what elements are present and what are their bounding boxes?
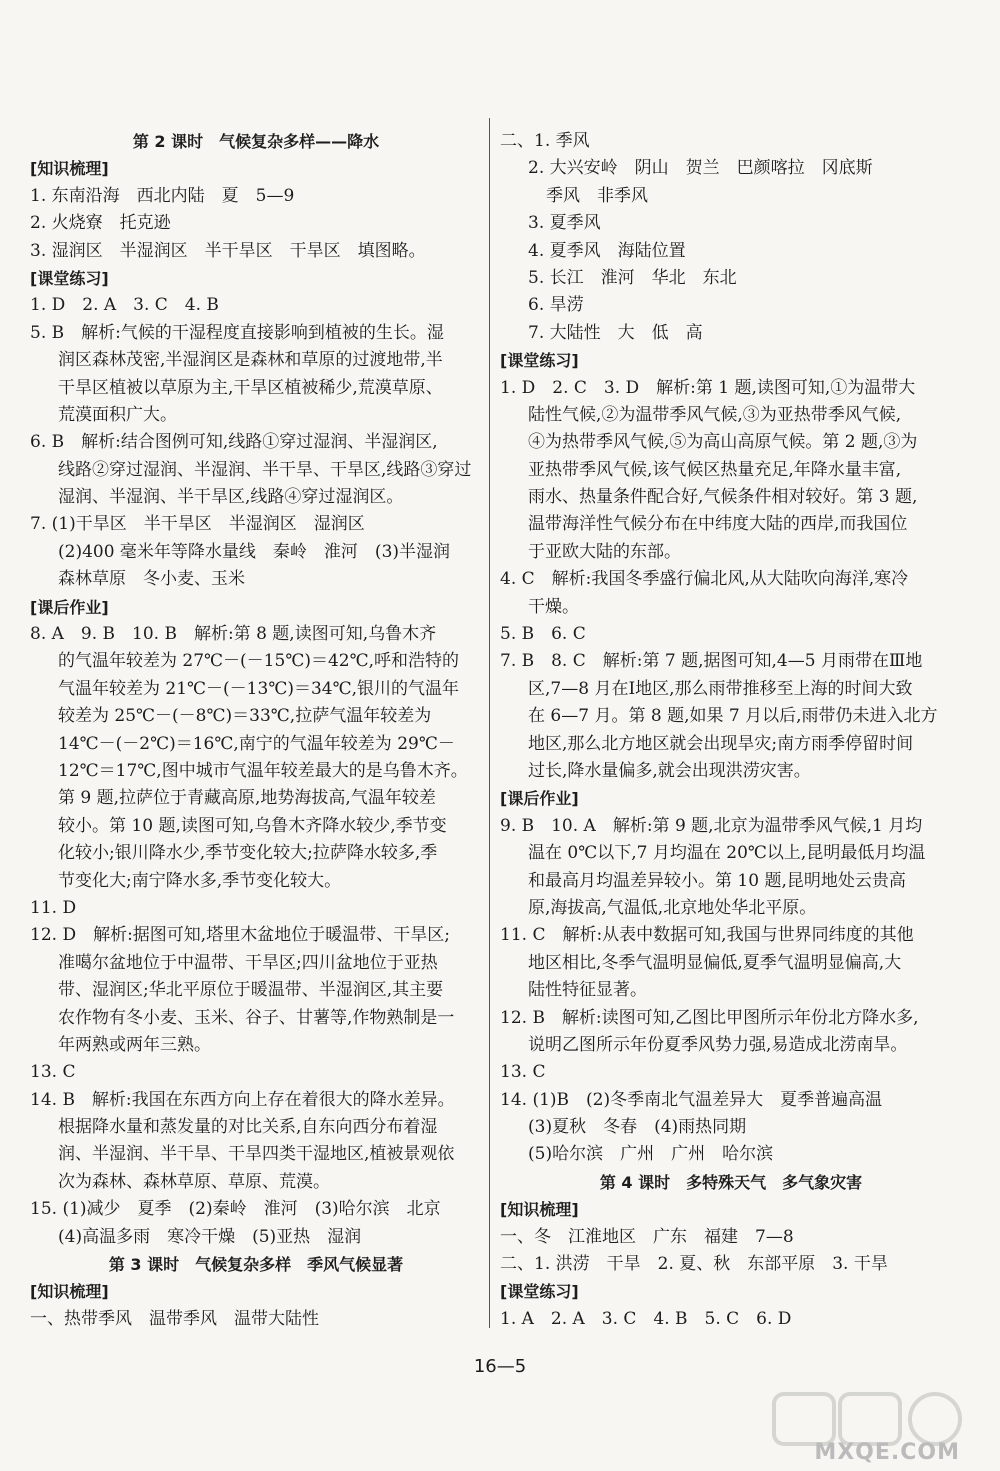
answer-line: 较小。第 10 题,读图可知,乌鲁木齐降水较少,季节变 [58,815,447,836]
answer-line: 9. B 10. A 解析:第 9 题,北京为温带季风气候,1 月均 [500,815,923,836]
section-label: [课后作业] [30,597,109,617]
answer-line: (4)高温多雨 寒冷干燥 (5)亚热 湿润 [58,1226,362,1247]
answer-line: 区,7—8 月在Ⅰ地区,那么雨带推移至上海的时间大致 [528,678,913,699]
answer-line: 农作物有冬小麦、玉米、谷子、甘薯等,作物熟制是一 [58,1007,455,1028]
answer-line: 12. B 解析:读图可知,乙图比甲图所示年份北方降水多, [500,1007,919,1028]
answer-line: 节变化大;南宁降水多,季节变化较大。 [58,870,342,891]
answer-line: 次为森林、森林草原、草原、荒漠。 [58,1171,330,1192]
answer-line: 1. A 2. A 3. C 4. B 5. C 6. D [500,1308,792,1329]
answer-line: 4. C 解析:我国冬季盛行偏北风,从大陆吹向海洋,寒冷 [500,569,909,590]
answer-line: 14℃－(－2℃)＝16℃,南宁的气温年较差为 29℃－ [58,733,455,754]
answer-line: ④为热带季风气候,⑤为高山高原气候。第 2 题,③为 [528,432,918,453]
answer-line: 湿润、半湿润、半干旱区,线路④穿过湿润区。 [58,487,404,508]
answer-line: 干旱区植被以草原为主,干旱区植被稀少,荒漠草原、 [58,377,443,398]
answer-line: 5. B 解析:气候的干湿程度直接影响到植被的生长。湿 [30,322,444,343]
answer-line: 7. B 8. C 解析:第 7 题,据图可知,4—5 月雨带在Ⅲ地 [500,651,923,672]
answer-line: 11. D [30,897,77,918]
answer-line: 带、湿润区;华北平原位于暖温带、半湿润区,其主要 [58,980,444,1001]
answer-line: 原,海拔高,气温低,北京地处华北平原。 [528,897,817,918]
answer-line: 陆性气候,②为温带季风气候,③为亚热带季风气候, [528,404,902,425]
answer-line: 3. 夏季风 [528,213,601,234]
lesson-heading: 第 4 课时 多特殊天气 多气象灾害 [599,1172,863,1192]
answer-line: 陆性特征显著。 [528,980,647,1001]
answer-line: 温在 0℃以下,7 月均温在 20℃以上,昆明最低月均温 [528,843,926,864]
watermark-url: MXQE.COM [814,1440,960,1465]
answer-line: 14. B 解析:我国在东西方向上存在着很大的降水差异。 [30,1089,455,1110]
answer-line: 11. C 解析:从表中数据可知,我国与世界同纬度的其他 [500,925,914,946]
answer-line: 6. 旱涝 [528,295,584,316]
answer-line: 温带海洋性气候分布在中纬度大陆的西岸,而我国位 [528,514,908,535]
answer-line: 准噶尔盆地位于中温带、干旱区;四川盆地位于亚热 [58,952,438,973]
answer-line: 气温年较差为 21℃－(－13℃)＝34℃,银川的气温年 [58,678,460,699]
answer-line: 1. D 2. A 3. C 4. B [30,295,219,316]
left-column [30,128,482,1333]
answer-line: (2)400 毫米年等降水量线 秦岭 淮河 (3)半湿润 [58,541,451,562]
answer-line: 一、热带季风 温带季风 温带大陆性 [30,1308,319,1329]
column-divider [489,118,490,1328]
answer-line: 化较小;银川降水少,季节变化较大;拉萨降水较多,季 [58,843,438,864]
answer-line: 二、1. 季风 [500,131,590,151]
answer-line: 润区森林茂密,半湿润区是森林和草原的过渡地带,半 [58,350,443,371]
answer-line: 在 6—7 月。第 8 题,如果 7 月以后,雨带仍未进入北方 [528,706,938,727]
answer-line: (5)哈尔滨 广州 广州 哈尔滨 [528,1144,774,1165]
answer-line: 说明乙图所示年份夏季风势力强,易造成北涝南旱。 [528,1034,908,1055]
lesson-heading: 第 3 课时 气候复杂多样 季风气候显著 [108,1255,404,1275]
answer-line: 3. 湿润区 半湿润区 半干旱区 干旱区 填图略。 [30,240,426,261]
answer-line: 雨水、热量条件配合好,气候条件相对较好。第 3 题, [528,487,918,508]
page-number: 16—5 [473,1356,527,1377]
answer-line: 较差为 25℃－(－8℃)＝33℃,拉萨气温年较差为 [58,706,432,727]
answer-line: 15. (1)减少 夏季 (2)秦岭 淮河 (3)哈尔滨 北京 [30,1199,441,1220]
answer-line: 的气温年较差为 27℃－(－15℃)＝42℃,呼和浩特的 [58,651,460,672]
answer-line: 4. 夏季风 海陆位置 [528,240,686,261]
answer-line: 13. C [500,1062,546,1083]
lesson-heading: 第 2 课时 气候复杂多样——降水 [132,132,380,151]
section-label: [知识梳理] [30,1282,109,1302]
answer-line: 2. 大兴安岭 阴山 贺兰 巴颜喀拉 冈底斯 [528,158,873,179]
answer-line: 7. 大陆性 大 低 高 [528,322,703,343]
section-label: [知识梳理] [30,159,109,179]
answer-line: 2. 火烧寮 托克逊 [30,213,171,234]
answer-line: 根据降水量和蒸发量的对比关系,自东向西分布着湿 [58,1117,438,1138]
answer-line: 线路②穿过湿润、半湿润、半干旱、干旱区,线路③穿过 [58,459,472,480]
answer-line: 6. B 解析:结合图例可知,线路①穿过湿润、半湿润区, [30,432,438,453]
answer-line: 荒漠面积广大。 [58,404,177,425]
answer-line: 5. B 6. C [500,624,586,645]
answer-line: 第 9 题,拉萨位于青藏高原,地势海拔高,气温年较差 [58,788,436,809]
answer-line: 8. A 9. B 10. B 解析:第 8 题,读图可知,乌鲁木齐 [30,624,437,645]
answer-line: 12℃＝17℃,图中城市气温年较差最大的是乌鲁木齐。 [58,760,468,781]
answer-line: 干燥。 [528,596,579,617]
answer-line: 一、冬 江淮地区 广东 福建 7—8 [500,1226,794,1247]
right-column [500,128,962,1333]
section-label: [课堂练习] [500,1282,579,1302]
answer-line: 12. D 解析:据图可知,塔里木盆地位于暖温带、干旱区; [30,925,450,946]
section-label: [课堂练习] [30,268,109,288]
answer-line: 和最高月均温差异较小。第 10 题,昆明地处云贵高 [528,870,906,891]
section-label: [课堂练习] [500,351,579,371]
answer-line: 过长,降水量偏多,就会出现洪涝灾害。 [528,760,811,781]
answer-line: 年两熟或两年三熟。 [58,1034,211,1055]
answer-line: 二、1. 洪涝 干旱 2. 夏、秋 东部平原 3. 干旱 [500,1254,888,1275]
section-label: [课后作业] [500,789,579,809]
answer-line: 13. C [30,1062,76,1083]
answer-line: 季风 非季风 [546,185,648,206]
answer-line: 地区相比,冬季气温明显偏低,夏季气温明显偏高,大 [528,952,902,973]
answer-line: 润、半湿润、半干旱、干旱四类干湿地区,植被景观依 [58,1144,455,1165]
section-label: [知识梳理] [500,1200,579,1220]
answer-line: 1. 东南沿海 西北内陆 夏 5—9 [30,185,295,206]
answer-line: 地区,那么北方地区就会出现旱灾;南方雨季停留时间 [528,733,914,754]
answer-line: 森林草原 冬小麦、玉米 [58,569,245,590]
answer-line: 1. D 2. C 3. D 解析:第 1 题,读图可知,①为温带大 [500,377,916,398]
answer-line: 亚热带季风气候,该气候区热量充足,年降水量丰富, [528,459,902,480]
answer-line: 5. 长江 淮河 华北 东北 [528,267,737,288]
answer-line: 14. (1)B (2)冬季南北气温差异大 夏季普遍高温 [500,1089,883,1110]
answer-line: (3)夏秋 冬春 (4)雨热同期 [528,1117,747,1138]
answer-line: 7. (1)干旱区 半干旱区 半湿润区 湿润区 [30,514,365,535]
answer-line: 于亚欧大陆的东部。 [528,541,681,562]
